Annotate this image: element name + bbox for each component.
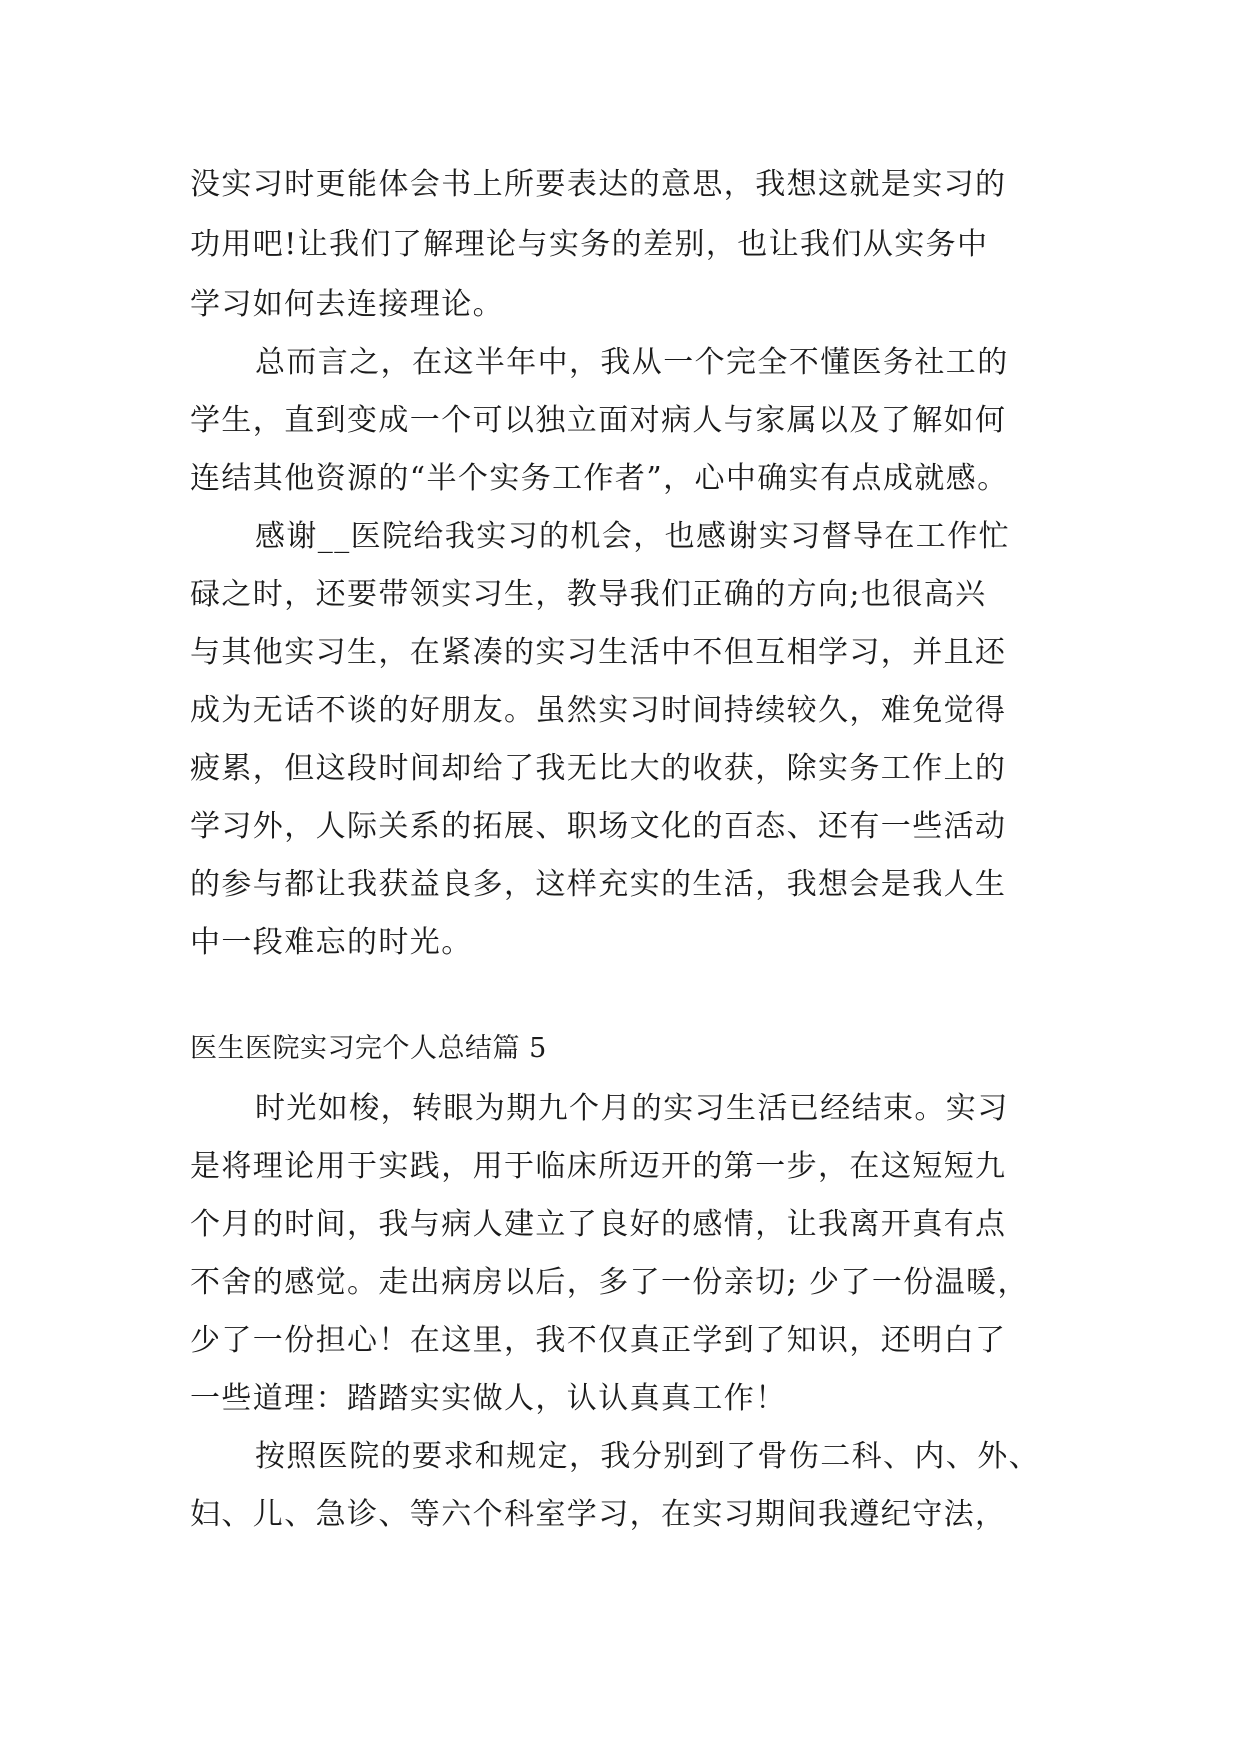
text-line: 中一段难忘的时光。	[190, 925, 473, 960]
text-line: 碌之时，还要带领实习生，教导我们正确的方向;也很高兴	[190, 577, 987, 612]
text-line: 功用吧!让我们了解理论与实务的差别，也让我们从实务中	[190, 227, 989, 262]
text-line: 不舍的感觉。走出病房以后，多了一份亲切; 少了一份温暖，	[190, 1265, 1029, 1300]
text-line: 学习外，人际关系的拓展、职场文化的百态、还有一些活动	[190, 809, 1007, 844]
text-line: 疲累，但这段时间却给了我无比大的收获，除实务工作上的	[190, 751, 1007, 786]
paragraph-first-line: 感谢__医院给我实习的机会，也感谢实习督导在工作忙	[255, 519, 1010, 554]
text-line: 与其他实习生，在紧凑的实习生活中不但互相学习，并且还	[190, 635, 1007, 670]
text-line: 一些道理：踏踏实实做人，认认真真工作！	[190, 1381, 787, 1416]
text-line: 妇、儿、急诊、等六个科室学习，在实习期间我遵纪守法，	[190, 1497, 1007, 1532]
section-title: 医生医院实习完个人总结篇 5	[190, 1033, 547, 1064]
text-line: 学生，直到变成一个可以独立面对病人与家属以及了解如何	[190, 403, 1007, 438]
text-line: 成为无话不谈的好朋友。虽然实习时间持续较久，难免觉得	[190, 693, 1007, 728]
text-line: 个月的时间，我与病人建立了良好的感情，让我离开真有点	[190, 1207, 1007, 1242]
text-line: 少了一份担心！在这里，我不仅真正学到了知识，还明白了	[190, 1323, 1007, 1358]
paragraph-first-line: 总而言之，在这半年中，我从一个完全不懂医务社工的	[255, 345, 1009, 380]
text-line: 是将理论用于实践，用于临床所迈开的第一步，在这短短九	[190, 1149, 1007, 1184]
paragraph-first-line: 时光如梭，转眼为期九个月的实习生活已经结束。实习	[255, 1091, 1009, 1126]
text-line: 没实习时更能体会书上所要表达的意思，我想这就是实习的	[190, 167, 1007, 202]
text-line: 学习如何去连接理论。	[190, 287, 504, 322]
text-line: 的参与都让我获益良多，这样充实的生活，我想会是我人生	[190, 867, 1007, 902]
paragraph-first-line: 按照医院的要求和规定，我分别到了骨伤二科、内、外、	[255, 1439, 1040, 1474]
text-line: 连结其他资源的“半个实务工作者”，心中确实有点成就感。	[190, 461, 1009, 496]
